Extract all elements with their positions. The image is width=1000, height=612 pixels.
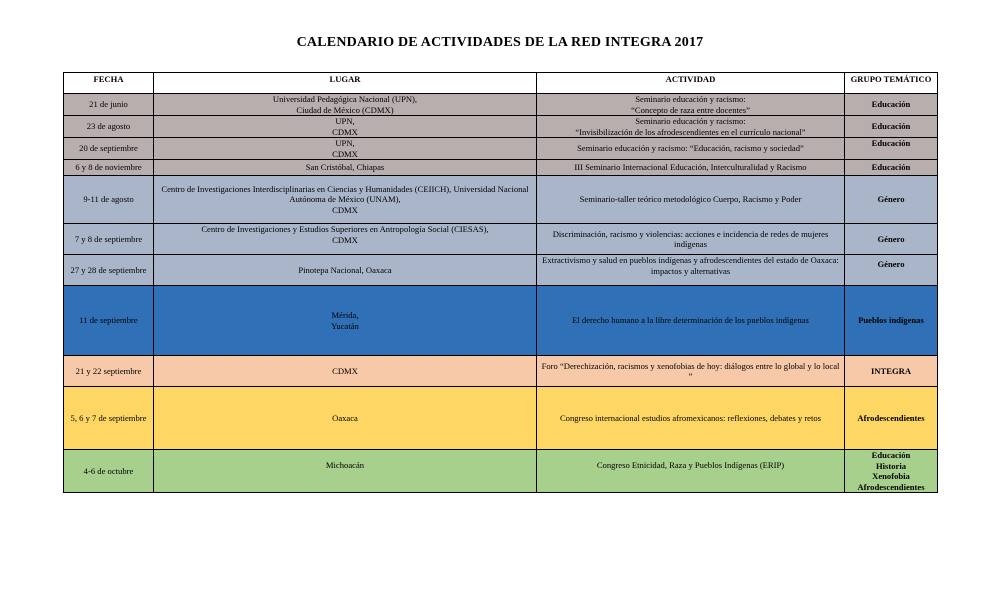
cell-actividad: El derecho humano a la libre determinación de los pueblos indígenas bbox=[537, 286, 845, 356]
table-row bbox=[64, 224, 938, 255]
cell-lugar: Mérida, Yucatán bbox=[154, 286, 537, 356]
cell-lugar: Michoacán bbox=[154, 450, 537, 493]
cell-grupo: Pueblos indígenas bbox=[845, 286, 938, 356]
activities-table bbox=[63, 72, 938, 493]
cell-fecha: 21 y 22 septiembre bbox=[64, 356, 154, 387]
cell-fecha: 4-6 de octubre bbox=[64, 450, 154, 493]
cell-lugar: Centro de Investigaciones y Estudios Superiores en Antropología Social (CIESAS), CDMX bbox=[154, 224, 537, 255]
cell-actividad: Seminario-taller teórico metodológico Cuerpo, Racismo y Poder bbox=[537, 176, 845, 224]
header-lugar: LUGAR bbox=[154, 73, 537, 94]
cell-fecha: 20 de septiembre bbox=[64, 138, 154, 160]
header-actividad: ACTIVIDAD bbox=[537, 73, 845, 94]
cell-grupo: Educación bbox=[845, 116, 938, 138]
table-row bbox=[64, 116, 938, 138]
table-row bbox=[64, 160, 938, 176]
cell-actividad: Extractivismo y salud en pueblos indígenas y afrodescendientes del estado de Oaxaca: impactos y alternativas bbox=[537, 255, 845, 286]
cell-lugar: San Cristóbal, Chiapas bbox=[154, 160, 537, 176]
cell-grupo: Educación Historia Xenofobia Afrodescendientes bbox=[845, 450, 938, 493]
document-title: CALENDARIO DE ACTIVIDADES DE LA RED INTEGRA 2017 bbox=[296, 35, 704, 50]
header-grupo-tematico: GRUPO TEMÁTICO bbox=[845, 73, 938, 94]
cell-lugar: Universidad Pedagógica Nacional (UPN), Ciudad de México (CDMX) bbox=[154, 94, 537, 116]
cell-actividad: Discriminación, racismo y violencias: acciones e incidencia de redes de mujeres indígenas bbox=[537, 224, 845, 255]
cell-lugar: Centro de Investigaciones Interdisciplinarias en Ciencias y Humanidades (CEIICH), Universidad Nacional Autónoma de México (UNAM), CDMX bbox=[154, 176, 537, 224]
header-fecha: FECHA bbox=[64, 73, 154, 94]
table-row bbox=[64, 138, 938, 160]
cell-actividad: Seminario educación y racismo: “Invisibilización de los afrodescendientes en el currículo nacional” bbox=[537, 116, 845, 138]
cell-fecha: 6 y 8 de noviembre bbox=[64, 160, 154, 176]
cell-actividad: Congreso Etnicidad, Raza y Pueblos Indígenas (ERIP) bbox=[537, 450, 845, 493]
table-row bbox=[64, 286, 938, 356]
cell-fecha: 27 y 28 de septiembre bbox=[64, 255, 154, 286]
cell-grupo: Educación bbox=[845, 160, 938, 176]
table-header-row bbox=[64, 73, 938, 94]
table-row bbox=[64, 450, 938, 493]
cell-lugar: UPN, CDMX bbox=[154, 116, 537, 138]
cell-grupo: Género bbox=[845, 176, 938, 224]
cell-grupo: Género bbox=[845, 255, 938, 286]
table-row bbox=[64, 94, 938, 116]
table-row bbox=[64, 356, 938, 387]
table-row bbox=[64, 176, 938, 224]
table-row bbox=[64, 387, 938, 450]
cell-fecha: 9-11 de agosto bbox=[64, 176, 154, 224]
cell-lugar: Oaxaca bbox=[154, 387, 537, 450]
cell-actividad: Seminario educación y racismo: “Concepto de raza entre docentes” bbox=[537, 94, 845, 116]
cell-fecha: 23 de agosto bbox=[64, 116, 154, 138]
cell-grupo: Educación bbox=[845, 94, 938, 116]
cell-grupo: Educación bbox=[845, 138, 938, 160]
cell-lugar: CDMX bbox=[154, 356, 537, 387]
cell-fecha: 21 de junio bbox=[64, 94, 154, 116]
cell-grupo: Género bbox=[845, 224, 938, 255]
cell-actividad: III Seminario Internacional Educación, Interculturalidad y Racismo bbox=[537, 160, 845, 176]
cell-lugar: Pinotepa Nacional, Oaxaca bbox=[154, 255, 537, 286]
cell-fecha: 7 y 8 de septiembre bbox=[64, 224, 154, 255]
cell-lugar: UPN, CDMX bbox=[154, 138, 537, 160]
table-row bbox=[64, 255, 938, 286]
cell-actividad: Congreso internacional estudios afromexicanos: reflexiones, debates y retos bbox=[537, 387, 845, 450]
cell-grupo: INTEGRA bbox=[845, 356, 938, 387]
cell-actividad: Foro “Derechización, racismos y xenofobias de hoy: diálogos entre lo global y lo local ” bbox=[537, 356, 845, 387]
cell-fecha: 5, 6 y 7 de septiembre bbox=[64, 387, 154, 450]
cell-fecha: 11 de septiembre bbox=[64, 286, 154, 356]
cell-grupo: Afrodescendientes bbox=[845, 387, 938, 450]
cell-actividad: Seminario educación y racismo: “Educación, racismo y sociedad” bbox=[537, 138, 845, 160]
